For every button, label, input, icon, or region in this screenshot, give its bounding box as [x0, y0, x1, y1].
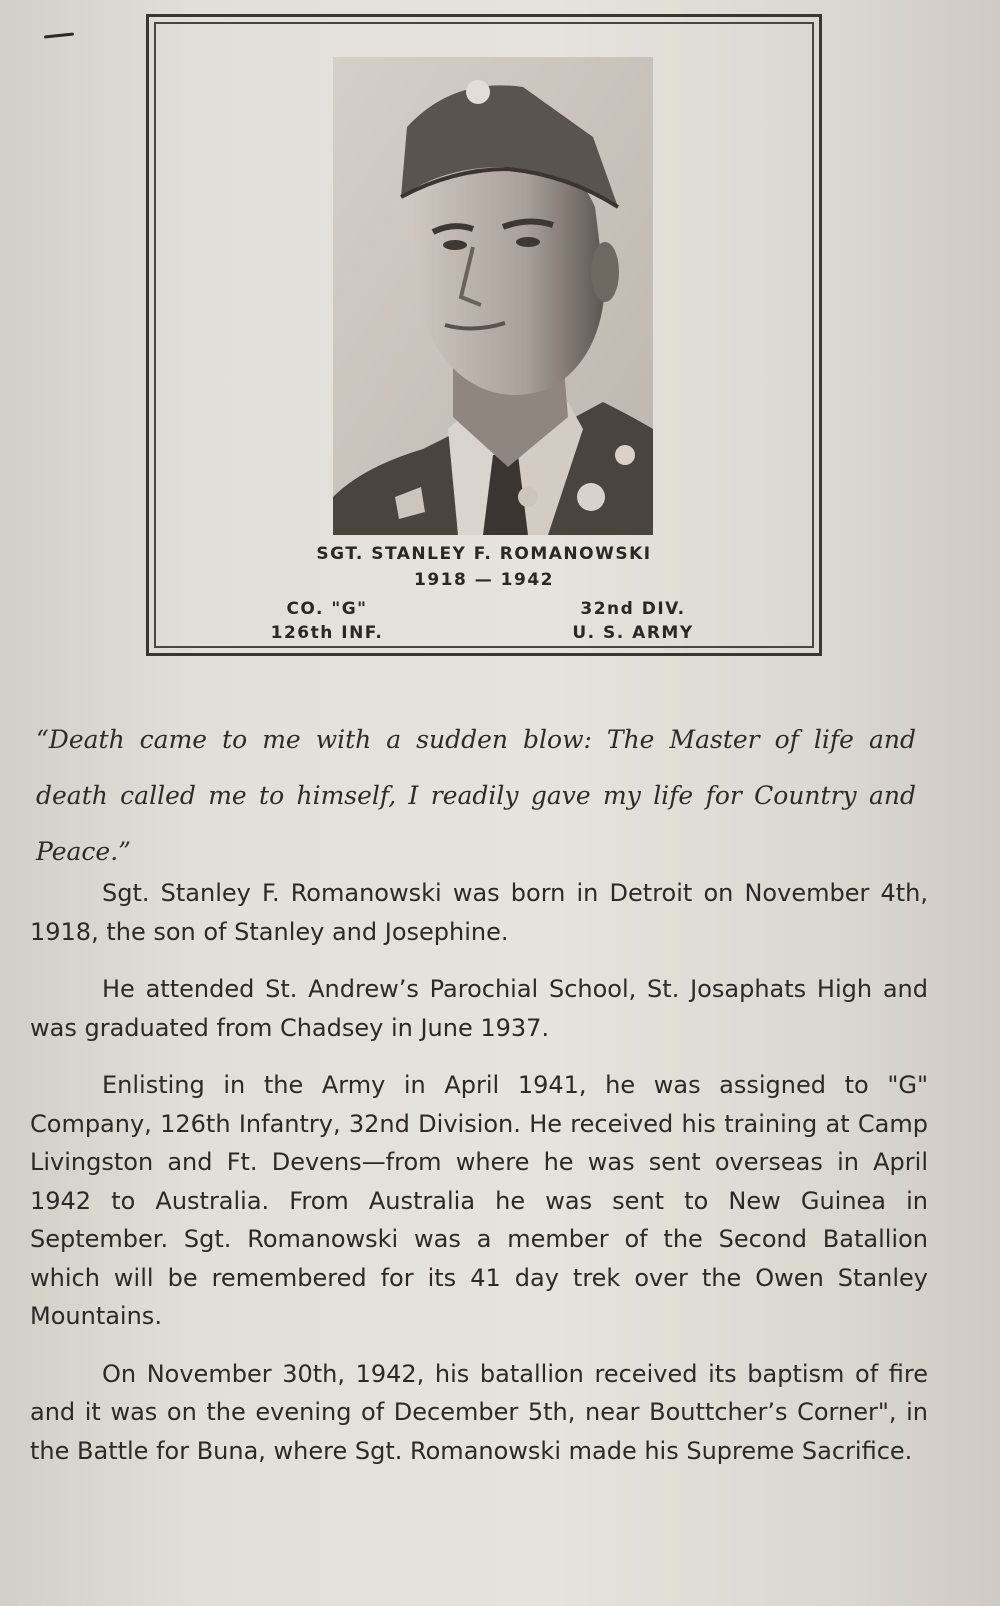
biography-paragraph-birth: Sgt. Stanley F. Romanowski was born in Detroit on November 4th, 1918, the son of Stanley and Josephine. [30, 879, 928, 946]
soldier-portrait-illustration [333, 57, 653, 535]
memorial-quote: “Death came to me with a sudden blow: The Master of life and death called me to himself, I readily gave my life for Country and Peace.” [36, 725, 916, 866]
caption-years: 1918 — 1942 [414, 570, 554, 590]
caption-company: CO. "G" [286, 599, 368, 619]
biography-paragraph-service: Enlisting in the Army in April 1941, he was assigned to "G" Company, 126th Infantry, 32nd Division. He received his training at Camp Livingston and Ft. Devens—from where he was sent overseas in April 1942 to Australia. From Australia he was sent to New Guinea in September. Sgt. Romanowski was a member of the Second Batallion which will be remembered for its 41 day trek over the Owen Stanley Mountains. [30, 1071, 928, 1330]
biography-paragraph-education: He attended St. Andrew’s Parochial School, St. Josaphats High and was graduated from Chadsey in June 1937. [30, 975, 928, 1042]
soldier-portrait-photo [333, 57, 653, 535]
caption-infantry: 126th INF. [270, 623, 384, 643]
pen-mark [44, 32, 74, 38]
caption-army: U. S. ARMY [572, 623, 694, 643]
biography [30, 874, 928, 1489]
caption-division: 32nd DIV. [580, 599, 686, 619]
caption-name: SGT. STANLEY F. ROMANOWSKI [316, 544, 652, 564]
biography-paragraph-sacrifice: On November 30th, 1942, his batallion received its baptism of fire and it was on the evening of December 5th, near Bouttcher’s Corner", in the Battle for Buna, where Sgt. Romanowski made his Supreme Sacrifice. [30, 1359, 928, 1465]
portrait-frame [146, 14, 822, 656]
